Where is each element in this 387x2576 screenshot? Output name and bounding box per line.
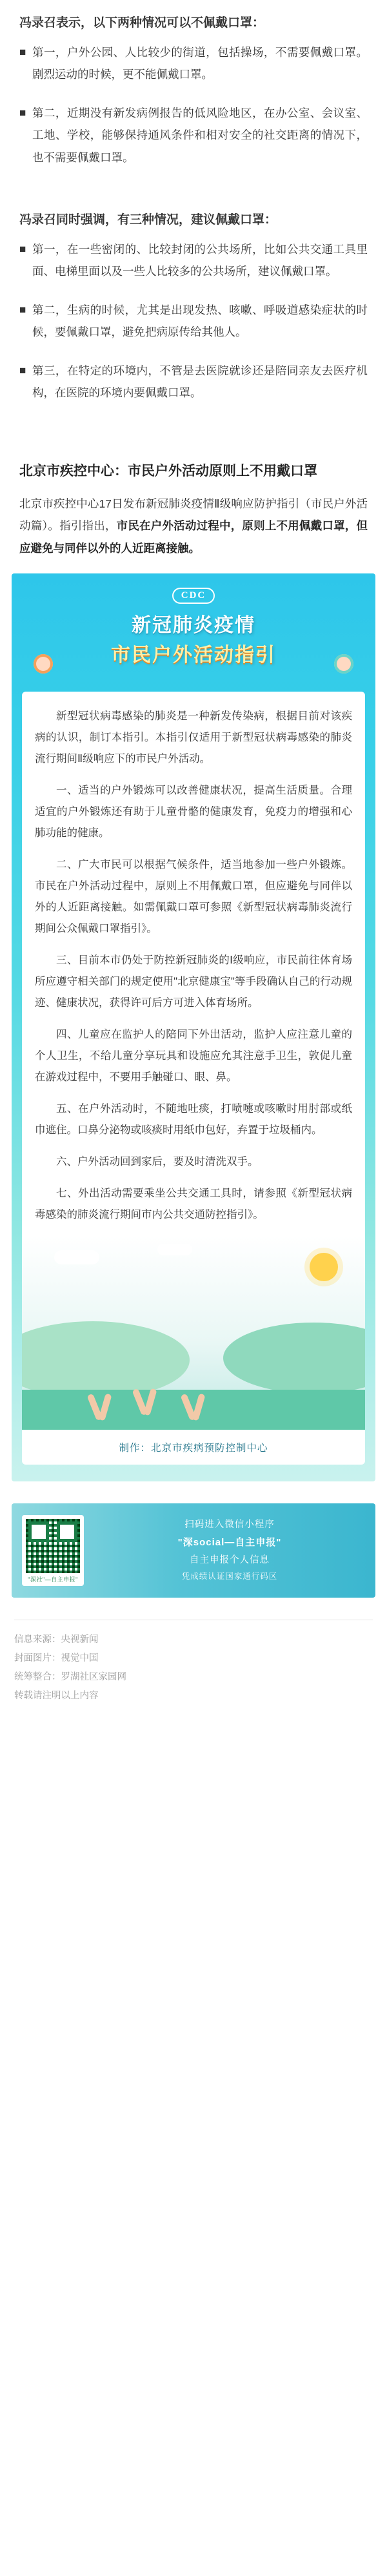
poster-paragraph: 新型冠状病毒感染的肺炎是一种新发传染病，根据目前对该疾病的认识，制订本指引。本指引仅适用于新型冠状病毒感染的肺炎流行期间Ⅱ级响应下的市民户外活动。 [35, 710, 352, 765]
footer-line: 统筹整合：罗湖社区家园网 [14, 1671, 126, 1682]
footer-line: 转载请注明以上内容 [14, 1690, 99, 1701]
poster-card [12, 573, 375, 1481]
section-wear-mask [0, 209, 387, 404]
bullet-square-icon: ■ [19, 304, 26, 316]
bullet-square-icon: ■ [19, 107, 26, 119]
qr-code-caption: "深社"—自主申报" [28, 1576, 78, 1583]
bullet-text: 第一，在一些密闭的、比较封闭的公共场所，比如公共交通工具里面、电梯里面以及一些人比较多的公共场所，建议佩戴口罩。 [32, 242, 368, 278]
qr-code-icon[interactable] [26, 1519, 80, 1573]
qr-banner-line-4: 凭成绩认证国家通行码区 [181, 1571, 278, 1581]
bullet-text: 第一，户外公园、人比较少的街道，包括操场，不需要佩戴口罩。剧烈运动的时候，更不能佩戴口罩。 [32, 46, 368, 81]
poster-kid-decoration [22, 671, 365, 688]
poster-title-line2: 市民户外活动指引 [111, 644, 276, 666]
hill-shape [22, 1321, 190, 1399]
bullet-text: 第二，生病的时候，尤其是出现发热、咳嗽、呼吸道感染症状的时候，要佩戴口罩，避免把病原传给其他人。 [32, 304, 368, 339]
cloud-icon [54, 1250, 99, 1264]
poster-logo-row [22, 588, 365, 604]
runners-illustration [22, 1236, 365, 1430]
poster-paragraph: 五、在户外活动时，不随地吐痰，打喷嚏或咳嗽时用肘部或纸巾遮住。口鼻分泌物或咳痰时用纸巾包好，弃置于垃圾桶内。 [35, 1102, 352, 1136]
qr-banner-line-3: 自主申报个人信息 [190, 1554, 270, 1565]
poster-paragraph: 四、儿童应在监护人的陪同下外出活动，监护人应注意儿童的个人卫生，不给儿童分享玩具和设施应允其注意手卫生，敦促儿童在游戏过程中，不要用手触碰口、眼、鼻。 [35, 1028, 352, 1083]
poster-paragraph: 二、广大市民可以根据气候条件，适当地参加一些户外锻炼。市民在户外活动过程中，原则上不用佩戴口罩，但应避免与同伴以外的人近距离接触。如需佩戴口罩可参照《新型冠状病毒肺炎流行期间公众佩戴口罩指引》。 [35, 858, 352, 934]
footer-line: 信息来源：央视新闻 [14, 1634, 99, 1645]
poster-paragraph: 六、户外活动回到家后，要及时清洗双手。 [56, 1155, 259, 1168]
list-item [19, 41, 368, 85]
cloud-icon [157, 1244, 192, 1255]
sun-icon [310, 1253, 338, 1281]
article-paragraph-bold: 市民在户外活动过程中，原则上不用佩戴口罩，但应避免与同伴以外的人近距离接触。 [19, 519, 368, 555]
article-paragraph [19, 493, 368, 559]
ground-shape [22, 1390, 365, 1430]
poster-title-line1: 新冠肺炎疫情 [132, 614, 255, 636]
poster-paragraph: 一、适当的户外锻炼可以改善健康状况，提高生活质量。合理适宜的户外锻炼还有助于儿童骨骼的健康发育，免疫力的增强和心肺功能的健康。 [35, 784, 352, 839]
page-root [0, 12, 387, 2576]
section2-bullet-list [19, 238, 368, 404]
bullet-square-icon: ■ [19, 364, 26, 377]
section-no-mask [0, 12, 387, 169]
bullet-square-icon: ■ [19, 46, 26, 59]
qr-code-block[interactable] [22, 1515, 84, 1586]
footer-credits [14, 1620, 373, 1705]
list-item [19, 238, 368, 282]
bullet-text: 第三，在特定的环境内，不管是去医院就诊还是陪同亲友去医疗机构，在医院的环境内要佩戴口罩。 [32, 364, 368, 400]
qr-promo-banner[interactable] [12, 1503, 375, 1598]
list-item [19, 299, 368, 343]
section1-lead: 冯录召表示，以下两种情况可以不佩戴口罩： [19, 16, 265, 30]
poster-body-card [22, 692, 365, 1465]
qr-banner-line-1: 扫码进入微信小程序 [184, 1520, 275, 1530]
bullet-square-icon: ■ [19, 242, 26, 255]
hill-shape [223, 1323, 365, 1394]
list-item [19, 102, 368, 168]
section2-lead: 冯录召同时强调，有三种情况，建议佩戴口罩： [19, 212, 277, 227]
child-avatar-icon [34, 654, 53, 674]
article-block [0, 460, 387, 559]
bullet-text: 第二，近期没有新发病例报告的低风险地区，在办公室、会议室、工地、学校，能够保持通风条件和相对安全的社交距离的情况下，也不需要佩戴口罩。 [32, 107, 368, 164]
footer-line: 封面图片：视觉中国 [14, 1653, 99, 1664]
article-paragraph-plain: 北京市疾控中心17日发布新冠肺炎疫情Ⅱ级响应防护指引（市民户外活动篇）。指引指出， [19, 497, 368, 533]
list-item [19, 360, 368, 404]
qr-banner-line-2: "深social—自主申报" [177, 1537, 282, 1549]
page-title: 北京市疾控中心：市民户外活动原则上不用戴口罩 [19, 463, 317, 479]
poster-credit: 制作：北京市疾病预防控制中心 [119, 1442, 268, 1454]
child-avatar-icon [334, 654, 353, 674]
poster-paragraph: 三、目前本市仍处于防控新冠肺炎的Ⅰ级响应，市民前往体育场所应遵守相关部门的规定使用"北京健康宝"等手段确认自己的行动规迹、健康状况，获得许可后方可进入体育场所。 [35, 954, 352, 1009]
cdc-logo-icon: CDC [172, 588, 215, 604]
section1-bullet-list [19, 41, 368, 169]
qr-banner-text [94, 1516, 365, 1584]
poster-paragraph: 七、外出活动需要乘坐公共交通工具时，请参照《新型冠状病毒感染的肺炎流行期间市内公共交通防控指引》。 [35, 1187, 352, 1221]
